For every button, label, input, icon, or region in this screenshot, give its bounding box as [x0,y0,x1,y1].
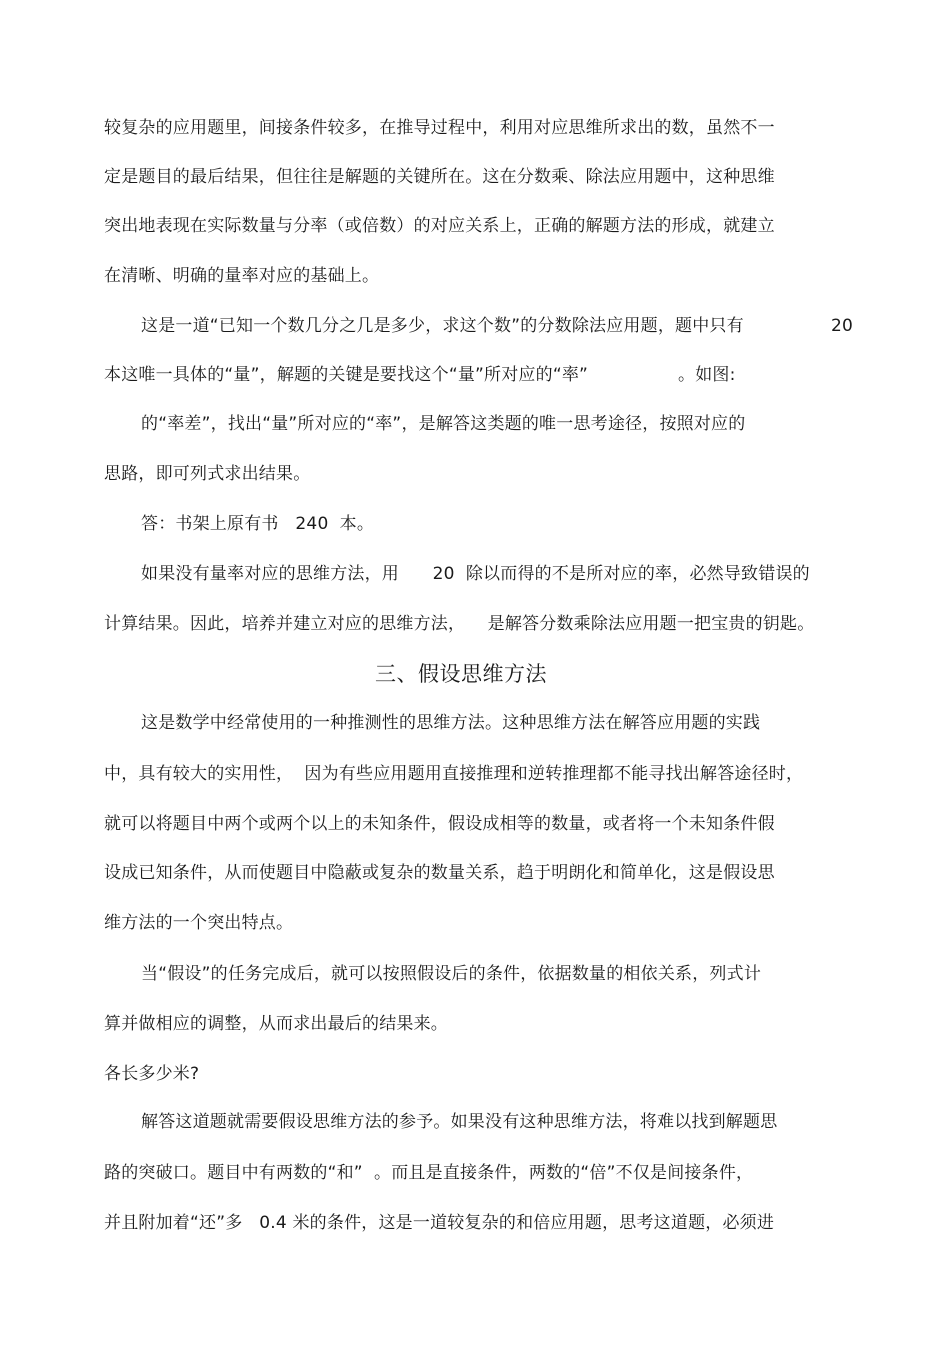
paragraph-line: 路的突破口。题目中有两数的“和” 。而且是直接条件，两数的“倍”不仅是间接条件， [104,1163,754,1183]
paragraph-line: 较复杂的应用题里，间接条件较多，在推导过程中，利用对应思维所求出的数，虽然不一 [104,118,775,138]
section-heading: 三、假设思维方法 [375,662,547,686]
paragraph-line: 本这唯一具体的“量”，解题的关键是要找这个“量”所对应的“率” [104,365,589,385]
paragraph-line: 计算结果。因此，培养并建立对应的思维方法， 是解答分数乘除法应用题一把宝贵的钥匙。 [104,614,815,634]
paragraph-line: 就可以将题目中两个或两个以上的未知条件，假设成相等的数量，或者将一个未知条件假 [104,814,775,834]
paragraph-line: 在清晰、明确的量率对应的基础上。 [104,266,380,286]
paragraph-line: 解答这道题就需要假设思维方法的参予。如果没有这种思维方法，将难以找到解题思 [141,1112,778,1132]
paragraph-line: 算并做相应的调整，从而求出最后的结果来。 [104,1014,448,1034]
paragraph-line: 这是数学中经常使用的一种推测性的思维方法。这种思维方法在解答应用题的实践 [141,713,761,733]
paragraph-line: 定是题目的最后结果，但往往是解题的关键所在。这在分数乘、除法应用题中，这种思维 [104,167,775,187]
paragraph-line: 这是一道“已知一个数几分之几是多少，求这个数”的分数除法应用题，题中只有 [141,316,744,336]
paragraph-line: 突出地表现在实际数量与分率（或倍数）的对应关系上，正确的解题方法的形成，就建立 [104,216,775,236]
paragraph-line: 的“率差”，找出“量”所对应的“率”，是解答这类题的唯一思考途径，按照对应的 [141,414,746,434]
paragraph-line: 维方法的一个突出特点。 [104,913,294,933]
paragraph-line: 当“假设”的任务完成后，就可以按照假设后的条件，依据数量的相依关系，列式计 [141,964,762,984]
paragraph-line: 中，具有较大的实用性， 因为有些应用题用直接推理和逆转推理都不能寻找出解答途径时， [104,764,804,784]
paragraph-line: 设成已知条件，从而使题目中隐蔽或复杂的数量关系，趋于明朗化和简单化，这是假设思 [104,863,775,883]
paragraph-line: 思路，即可列式求出结果。 [104,464,311,484]
paragraph-line-tail: 。如图: [678,365,736,385]
paragraph-line: 各长多少米? [104,1064,200,1084]
answer-line: 答：书架上原有书 240 本。 [141,514,375,534]
paragraph-line: 如果没有量率对应的思维方法，用 20 除以而得的不是所对应的率，必然导致错误的 [141,564,810,584]
paragraph-line: 并且附加着“还”多 0.4 米的条件，这是一道较复杂的和倍应用题，思考这道题，必须进 [104,1213,775,1233]
paragraph-number: 20 [831,316,854,336]
